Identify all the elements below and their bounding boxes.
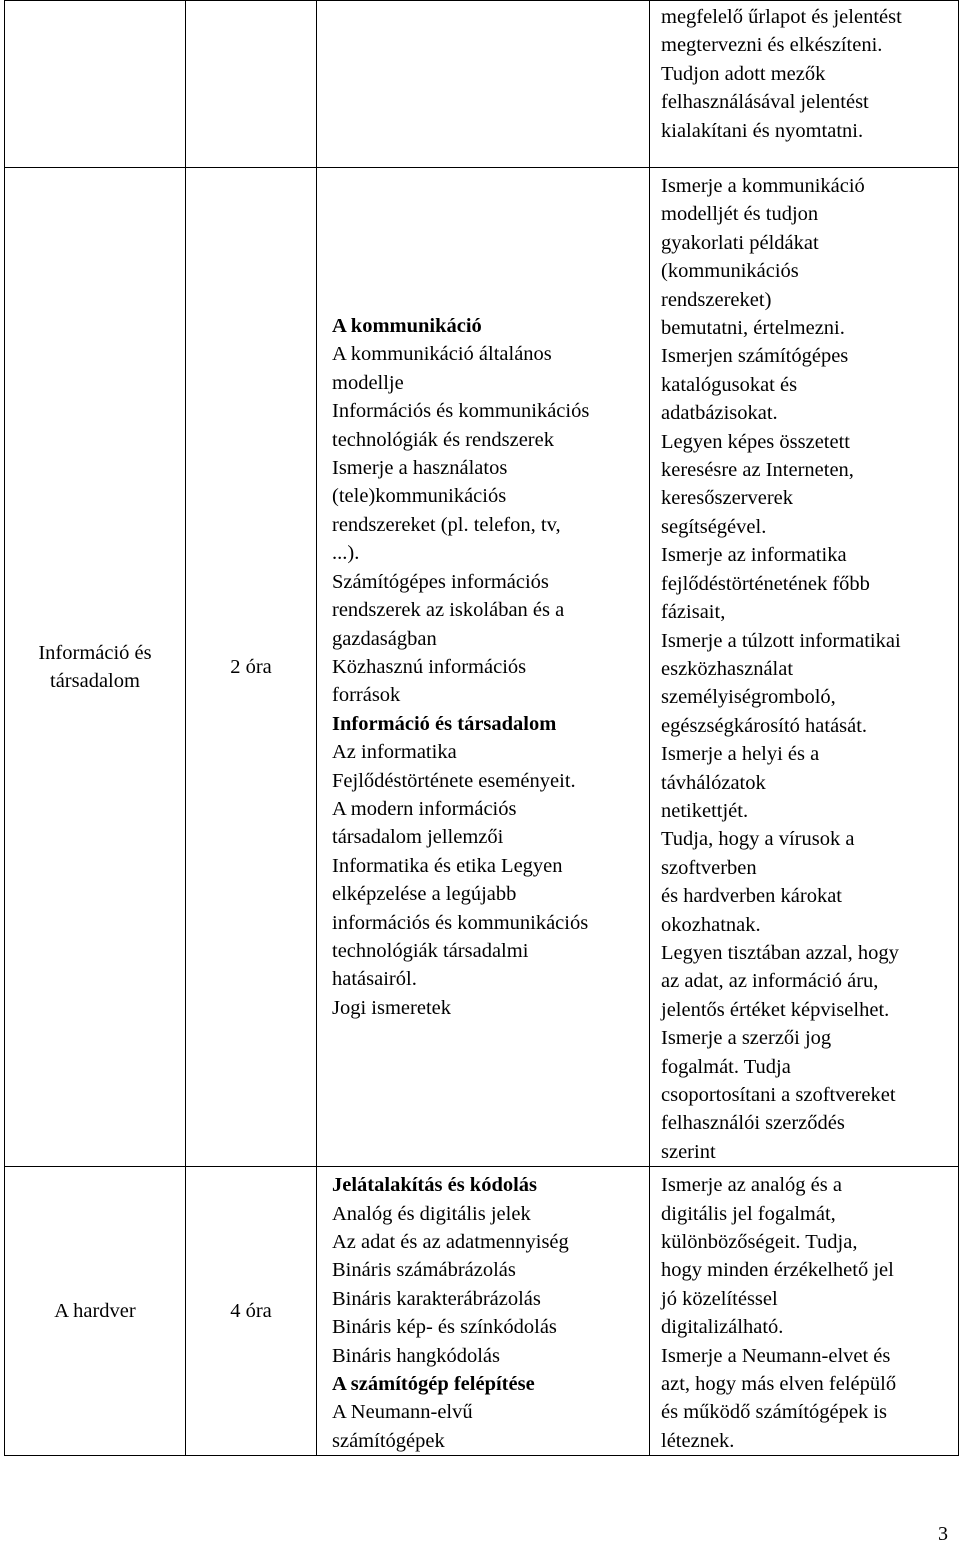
topic-line: Analóg és digitális jelek bbox=[332, 1202, 531, 1225]
requirement-line: fázisait, bbox=[661, 601, 726, 624]
topic-line: Bináris kép- és színkódolás bbox=[332, 1316, 557, 1339]
requirement-line: fejlődéstörténetének főbb bbox=[661, 572, 870, 595]
topic-line: Bináris hangkódolás bbox=[332, 1344, 500, 1367]
requirement-line: keresésre az Interneten, bbox=[661, 459, 854, 482]
table-row-information-society bbox=[5, 168, 959, 1167]
topic-line: Bináris számábrázolás bbox=[332, 1259, 516, 1282]
requirement-line: Ismerje a helyi és a bbox=[661, 743, 820, 766]
requirement-line: netikettjét. bbox=[661, 799, 749, 822]
requirement-line: okozhatnak. bbox=[661, 913, 761, 936]
requirement-line: keresőszerverek bbox=[661, 487, 794, 510]
topic-heading: A számítógép felépítése bbox=[332, 1373, 535, 1396]
requirement-line: Ismerje az analóg és a bbox=[661, 1174, 842, 1197]
hours-cell bbox=[186, 1, 317, 168]
requirement-line: megfelelő űrlapot és jelentést bbox=[661, 6, 902, 28]
requirement-line: Ismerje a kommunikáció bbox=[661, 175, 865, 197]
requirement-line: jelentős értéket képviselhet. bbox=[661, 998, 890, 1021]
topic-heading: Jelátalakítás és kódolás bbox=[332, 1174, 538, 1197]
requirement-line: hogy minden érzékelhető jel bbox=[661, 1259, 894, 1282]
table-row-hardware bbox=[5, 1167, 959, 1456]
requirement-line: szerint bbox=[661, 1140, 716, 1163]
page-number: 3 bbox=[938, 1523, 948, 1545]
requirement-line: Ismerjen számítógépes bbox=[661, 345, 849, 368]
subject-cell bbox=[5, 1, 186, 168]
requirement-line: digitális jel fogalmát, bbox=[661, 1202, 836, 1225]
requirement-line: Ismerje az informatika bbox=[661, 544, 847, 567]
requirement-line: (kommunikációs bbox=[661, 260, 799, 283]
topic-line: társadalom jellemzői bbox=[332, 826, 504, 849]
topic-line: A modern információs bbox=[332, 797, 517, 820]
table-row-continuation bbox=[5, 1, 959, 168]
requirement-line: Tudjon adott mezők bbox=[661, 62, 826, 85]
requirement-line: azt, hogy más elven felépülő bbox=[661, 1373, 897, 1396]
requirement-line: felhasználásával jelentést bbox=[661, 91, 869, 114]
requirement-line: személyiségromboló, bbox=[661, 686, 836, 709]
requirement-line: és működő számítógépek is bbox=[661, 1401, 888, 1424]
topic-line: Ismerje a használatos bbox=[332, 457, 508, 480]
requirement-line: különbözőségeit. Tudja, bbox=[661, 1231, 858, 1254]
topic-line: hatásairól. bbox=[332, 968, 417, 991]
topic-line: A Neumann-elvű bbox=[332, 1401, 473, 1424]
topic-line: technológiák és rendszerek bbox=[332, 428, 554, 451]
requirement-line: jó közelítéssel bbox=[661, 1287, 778, 1310]
requirement-line: és hardverben károkat bbox=[661, 885, 842, 908]
hours-cell: 4 óra bbox=[186, 1167, 317, 1456]
topic-line: technológiák társadalmi bbox=[332, 939, 529, 962]
topic-line: információs és kommunikációs bbox=[332, 911, 589, 934]
requirement-line: távhálózatok bbox=[661, 771, 766, 794]
topic-line: Bináris karakterábrázolás bbox=[332, 1287, 541, 1310]
requirement-line: Legyen tisztában azzal, hogy bbox=[661, 941, 899, 964]
requirement-line: Ismerje a Neumann-elvet és bbox=[661, 1344, 891, 1367]
topic-line: Jogi ismeretek bbox=[332, 996, 451, 1019]
requirement-line: egészségkárosító hatását. bbox=[661, 714, 868, 737]
topic-line: modellje bbox=[332, 371, 404, 394]
requirement-line: modelljét és tudjon bbox=[661, 203, 819, 226]
requirement-line: adatbázisokat. bbox=[661, 402, 778, 425]
topic-line: elképzelése a legújabb bbox=[332, 883, 517, 906]
requirement-line: Tudja, hogy a vírusok a bbox=[661, 828, 855, 851]
requirements-cell bbox=[650, 1167, 959, 1456]
topic-line: Közhasznú információs bbox=[332, 655, 527, 678]
subject-cell: Információ és társadalom bbox=[5, 168, 186, 1167]
topic-line: Az informatika bbox=[332, 741, 457, 764]
requirement-line: gyakorlati példákat bbox=[661, 231, 819, 254]
requirement-line: digitalizálható. bbox=[661, 1316, 784, 1339]
requirement-line: rendszereket) bbox=[661, 288, 772, 311]
requirement-line: fogalmát. Tudja bbox=[661, 1055, 791, 1078]
requirement-line: bemutatni, értelmezni. bbox=[661, 317, 845, 340]
topic-line: számítógépek bbox=[332, 1429, 445, 1452]
requirement-line: felhasználói szerződés bbox=[661, 1112, 845, 1135]
requirement-line: csoportosítani a szoftvereket bbox=[661, 1084, 896, 1106]
requirement-line: kialakítani és nyomtatni. bbox=[661, 119, 864, 142]
requirement-line: segítségével. bbox=[661, 515, 767, 538]
topics-cell bbox=[317, 1, 650, 168]
requirement-line: Ismerje a szerzői jog bbox=[661, 1027, 832, 1050]
requirement-line: megtervezni és elkészíteni. bbox=[661, 34, 883, 57]
requirement-line: eszközhasználat bbox=[661, 657, 794, 680]
topic-line: Informatika és etika Legyen bbox=[332, 854, 563, 877]
topic-line: rendszereket (pl. telefon, tv, bbox=[332, 513, 561, 536]
topic-line: (tele)kommunikációs bbox=[332, 485, 507, 508]
requirement-line: Legyen képes összetett bbox=[661, 430, 850, 453]
requirement-line: Ismerje a túlzott informatikai bbox=[661, 629, 901, 652]
requirements-cell bbox=[650, 168, 959, 1167]
topic-line: ...). bbox=[332, 542, 360, 565]
subject-cell: A hardver bbox=[5, 1167, 186, 1456]
topic-line: gazdaságban bbox=[332, 627, 437, 650]
topics-cell bbox=[317, 1167, 650, 1456]
curriculum-table bbox=[4, 0, 959, 1456]
requirement-line: katalógusokat és bbox=[661, 373, 798, 396]
requirements-cell bbox=[650, 1, 959, 168]
topic-line: Információs és kommunikációs bbox=[332, 400, 590, 423]
topic-heading: A kommunikáció bbox=[332, 315, 482, 338]
topics-cell bbox=[317, 168, 650, 1167]
hours-cell: 2 óra bbox=[186, 168, 317, 1167]
topic-line: rendszerek az iskolában és a bbox=[332, 599, 565, 622]
requirement-line: az adat, az információ áru, bbox=[661, 970, 879, 993]
topic-line: források bbox=[332, 684, 401, 707]
requirement-line: léteznek. bbox=[661, 1429, 735, 1452]
topic-heading: Információ és társadalom bbox=[332, 712, 557, 735]
requirement-line: szoftverben bbox=[661, 856, 757, 879]
topic-line: Fejlődéstörténete eseményeit. bbox=[332, 769, 576, 792]
topic-line: Az adat és az adatmennyiség bbox=[332, 1231, 569, 1254]
topic-line: Számítógépes információs bbox=[332, 570, 549, 593]
topic-line: A kommunikáció általános bbox=[332, 343, 552, 366]
